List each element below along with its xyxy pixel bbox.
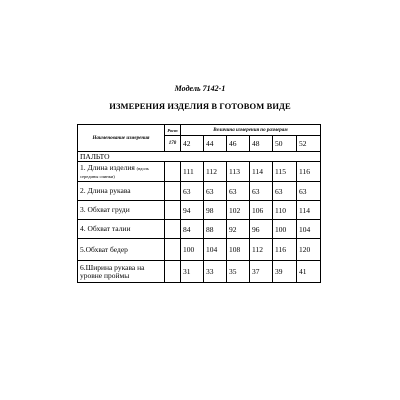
table-row [78, 201, 321, 220]
value-cell: 116 [273, 239, 297, 261]
rost-cell [165, 201, 181, 220]
value-cell: 111 [181, 162, 204, 182]
value-cell: 63 [227, 182, 250, 201]
value-cell: 41 [297, 261, 321, 283]
size-header: 46 [227, 136, 250, 152]
value-cell: 63 [273, 182, 297, 201]
value-cell: 37 [250, 261, 273, 283]
model-number: Модель 7142-1 [174, 84, 226, 93]
document-heading: ИЗМЕРЕНИЯ ИЗДЕЛИЯ В ГОТОВОМ ВИДЕ [109, 101, 291, 111]
value-cell: 115 [273, 162, 297, 182]
measurements-table [77, 124, 321, 283]
table-row [78, 162, 321, 182]
value-cell: 96 [250, 220, 273, 239]
value-cell: 114 [297, 201, 321, 220]
value-cell: 100 [273, 220, 297, 239]
row-label-text: 1. Длина изделия [80, 162, 135, 172]
rost-cell [165, 239, 181, 261]
value-cell: 63 [250, 182, 273, 201]
sizes-group-header: Величина измерения по размерам [181, 125, 321, 136]
row-label: 2. Длина рукава [78, 182, 165, 201]
table-row [78, 220, 321, 239]
row-label: 3. Обхват груди [78, 201, 165, 220]
table-row [78, 182, 321, 201]
rost-cell [165, 261, 181, 283]
value-cell: 31 [181, 261, 204, 283]
value-cell: 84 [181, 220, 204, 239]
header-row-1 [78, 125, 321, 136]
value-cell: 39 [273, 261, 297, 283]
value-cell: 88 [204, 220, 227, 239]
value-cell: 63 [204, 182, 227, 201]
value-cell: 63 [297, 182, 321, 201]
value-cell: 110 [273, 201, 297, 220]
rost-cell [165, 162, 181, 182]
row-label [78, 162, 165, 182]
table-row [78, 239, 321, 261]
value-cell: 92 [227, 220, 250, 239]
value-cell: 104 [204, 239, 227, 261]
rost-header: Рост [165, 125, 181, 136]
value-cell: 94 [181, 201, 204, 220]
rost-cell [165, 182, 181, 201]
size-header: 42 [181, 136, 204, 152]
value-cell: 63 [181, 182, 204, 201]
row-label-note: (вдоль середины спинки) [80, 165, 149, 179]
value-cell: 112 [250, 239, 273, 261]
table-row [78, 261, 321, 283]
value-cell: 104 [297, 220, 321, 239]
value-cell: 33 [204, 261, 227, 283]
value-cell: 35 [227, 261, 250, 283]
rost-value: 170 [165, 136, 181, 152]
value-cell: 106 [250, 201, 273, 220]
value-cell: 113 [227, 162, 250, 182]
section-title: ПАЛЬТО [78, 152, 321, 162]
row-label: 5.Обхват бедер [78, 239, 165, 261]
value-cell: 116 [297, 162, 321, 182]
row-label: 6.Ширина рукава на уровне проймы [78, 261, 165, 283]
rost-cell [165, 220, 181, 239]
size-header: 44 [204, 136, 227, 152]
value-cell: 114 [250, 162, 273, 182]
size-header: 52 [297, 136, 321, 152]
value-cell: 108 [227, 239, 250, 261]
value-cell: 98 [204, 201, 227, 220]
value-cell: 112 [204, 162, 227, 182]
section-row [78, 152, 321, 162]
value-cell: 100 [181, 239, 204, 261]
row-label: 4. Обхват талии [78, 220, 165, 239]
size-header: 50 [273, 136, 297, 152]
value-cell: 120 [297, 239, 321, 261]
value-cell: 102 [227, 201, 250, 220]
size-header: 48 [250, 136, 273, 152]
name-header: Наименование измерения [78, 125, 165, 152]
